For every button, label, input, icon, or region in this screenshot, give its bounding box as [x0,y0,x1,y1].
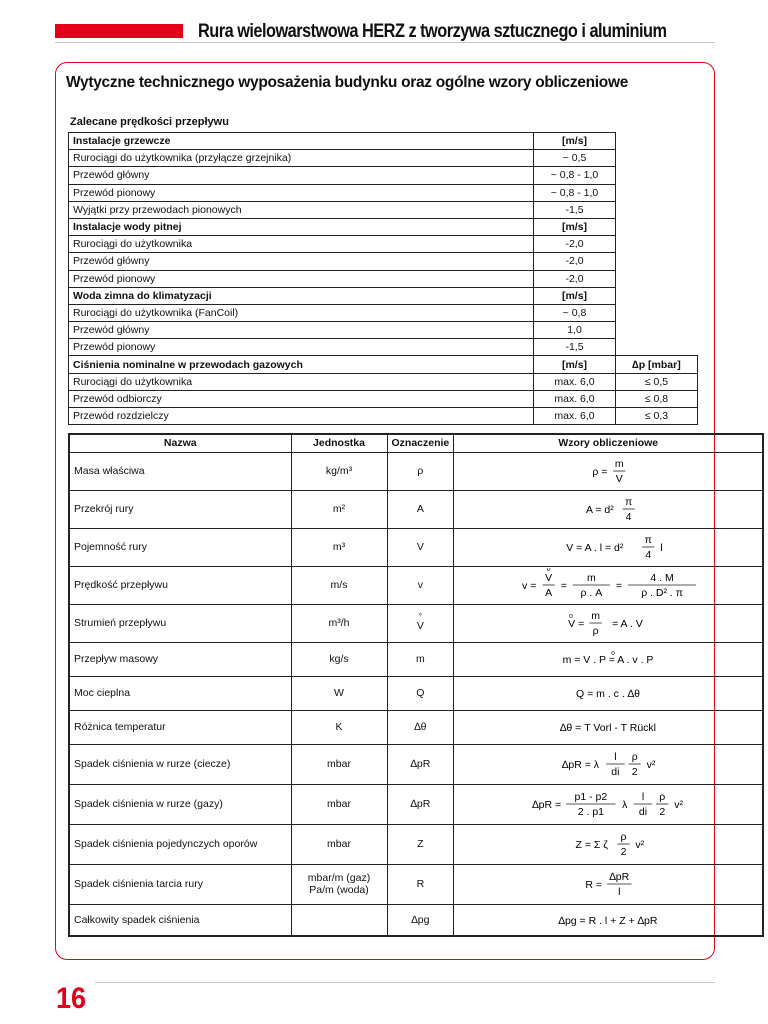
formula-text: V = [568,618,585,630]
table-row [69,864,763,904]
flow-dot-icon [570,615,573,618]
velocity-group-header [69,356,698,373]
velocity-name-cell: Przewód główny [69,167,534,184]
document-title: Rura wielowarstwowa HERZ z tworzywa sztucznego i aluminium [198,21,667,42]
formula-text: ∆pR = [532,799,562,811]
velocity-name-cell: Rurociągi do użytkownika [69,373,534,390]
formula-text: A = d² [586,504,615,516]
velocity-value-cell: [m/s] [534,218,616,235]
formula-symbol: v [417,579,424,591]
table-row [69,824,763,864]
velocity-name-cell: Wyjątki przy przewodach pionowych [69,201,534,218]
formula-text: R = [585,879,603,891]
formula-cell [454,490,764,528]
fraction-denominator: di [639,806,648,818]
formula-graphic [458,866,758,902]
column-header: Oznaczenie [387,434,454,452]
table-row [69,339,698,356]
formula-graphic [458,454,758,488]
formula-symbol-cell [387,604,454,642]
velocity-name-cell: Rurociągi do użytkownika [69,236,534,253]
formula-graphic [458,644,758,674]
formula-cell [454,566,764,604]
formula-symbol: Z [417,838,424,850]
velocity-name-cell: Rurociągi do użytkownika (przyłącze grzejnika) [69,150,534,167]
fraction-denominator: 2 [632,766,638,778]
formula-name-cell: Masa właściwa [69,452,291,490]
table-row [69,184,698,201]
table-row [69,566,763,604]
velocity-name-cell: Rurociągi do użytkownika (FanCoil) [69,304,534,321]
velocity-name-cell: Woda zimna do klimatyzacji [69,287,534,304]
formula-cell [454,904,764,936]
velocity-value-cell: -2,0 [534,253,616,270]
pressure-drop-cell: ∆p [mbar] [616,356,698,373]
formula-symbol: ∆pR [410,758,431,770]
formula-graphic [458,906,758,934]
formula-graphic [458,530,758,564]
fraction-denominator: ρ [592,625,599,637]
velocity-group-header [69,133,698,150]
formula-symbol-cell [387,676,454,710]
formula-text: ρ = [592,466,608,478]
formula-graphic [458,606,758,640]
formula-name-cell: Różnica temperatur [69,710,291,744]
formula-symbol: ∆θ [414,721,427,733]
velocity-value-cell: [m/s] [534,287,616,304]
velocity-value-cell: max. 6,0 [534,408,616,425]
section-title: Wytyczne technicznego wyposażenia budynku oraz ogólne wzory obliczeniowe [66,74,629,91]
formula-unit-cell: kg/m³ [291,452,387,490]
formula-name-cell: Całkowity spadek ciśnienia [69,904,291,936]
formula-cell [454,528,764,566]
formula-text: = [616,580,623,592]
formula-name-cell: Strumień przepływu [69,604,291,642]
velocity-name-cell: Instalacje grzewcze [69,133,534,150]
table-row [69,322,698,339]
fraction-denominator: 4 [645,549,652,561]
formula-symbol: V [416,620,424,632]
formula-symbol-cell [387,710,454,744]
velocity-value-cell: ~ 0,8 - 1,0 [534,184,616,201]
table-row [69,270,698,287]
formula-unit-cell: mbar/m (gaz) Pa/m (woda) [291,864,387,904]
column-header: Jednostka [291,434,387,452]
formula-cell [454,604,764,642]
formula-text: m = V . P = A . v . P [562,654,654,666]
velocity-value-cell: -2,0 [534,236,616,253]
brand-red-bar [55,24,183,38]
formula-symbol: Q [416,687,425,699]
formula-name-cell: Moc cieplna [69,676,291,710]
formula-cell [454,710,764,744]
page-number: 16 [56,982,87,1015]
formula-symbol-cell [387,864,454,904]
table-row [69,604,763,642]
velocity-group-header [69,218,698,235]
fraction-denominator: 2 . p1 [578,806,605,818]
formula-symbol: V [416,541,424,553]
velocity-name-cell: Przewód główny [69,322,534,339]
formula-name-cell: Pojemność rury [69,528,291,566]
velocity-name-cell: Przewód odbiorczy [69,390,534,407]
formula-symbol-cell [387,642,454,676]
formula-text: = A . V [612,618,644,630]
table-row [69,490,763,528]
formula-symbol: ∆pg [411,913,430,926]
formula-unit-cell: K [291,710,387,744]
table-row [69,253,698,270]
velocity-name-cell: Ciśnienia nominalne w przewodach gazowych [69,356,534,373]
fraction-denominator: 2 [659,806,666,818]
formula-unit-cell: m³/h [291,604,387,642]
velocity-value-cell: ~ 0,8 - 1,0 [534,167,616,184]
formula-symbol: m [416,653,425,665]
formula-graphic [458,492,758,526]
formula-symbol: ∆pR [410,798,431,810]
formula-text: Q = m . c . ∆θ [576,688,641,700]
formula-text: Z = Σ ζ [575,839,609,851]
fraction-denominator: ρ . A [580,587,603,599]
formula-text: v² [674,799,684,811]
fraction-numerator: ∆pR [609,871,630,883]
fraction-numerator: m [591,610,601,622]
fraction-numerator: m [615,458,624,470]
fraction-denominator: A [545,587,553,599]
table-row [69,710,763,744]
formula-symbol-cell [387,824,454,864]
formula-unit-cell: mbar [291,784,387,824]
footer-rule [95,982,715,983]
column-header: Nazwa [69,434,291,452]
fraction-denominator: di [611,766,620,778]
velocity-name-cell: Instalacje wody pitnej [69,218,534,235]
fraction-numerator: p1 - p2 [574,791,608,803]
formula-graphic [458,826,758,862]
formula-name-cell: Prędkość przepływu [69,566,291,604]
formula-unit-cell: m³ [291,528,387,566]
table-row [69,167,698,184]
formula-unit-cell: m² [291,490,387,528]
table-row [69,744,763,784]
velocity-value-cell: ~ 0,8 [534,304,616,321]
formula-cell [454,824,764,864]
table-row [69,452,763,490]
formula-unit-cell: kg/s [291,642,387,676]
velocity-value-cell: -1,5 [534,201,616,218]
formula-text: v² [646,759,656,771]
formula-symbol: ρ [417,465,424,477]
velocity-value-cell: max. 6,0 [534,373,616,390]
velocity-value-cell: ~ 0,5 [534,150,616,167]
pressure-drop-cell: ≤ 0,8 [616,390,698,407]
table-row [69,390,698,407]
formula-text: ∆pg = R . l + Z + ∆pR [558,914,658,927]
formula-cell [454,784,764,824]
table-row [69,150,698,167]
fraction-numerator: π [625,496,633,508]
velocity-value-cell: [m/s] [534,356,616,373]
table-row [69,236,698,253]
formula-name-cell: Przekrój rury [69,490,291,528]
formula-symbol-cell [387,744,454,784]
velocity-name-cell: Przewód pionowy [69,184,534,201]
velocity-value-cell: -2,0 [534,270,616,287]
fraction-numerator: l [642,791,645,803]
velocity-value-cell: max. 6,0 [534,390,616,407]
velocity-name-cell: Przewód pionowy [69,339,534,356]
velocity-value-cell: 1,0 [534,322,616,339]
pressure-drop-cell: ≤ 0,5 [616,373,698,390]
formula-symbol-cell [387,490,454,528]
formula-name-cell: Spadek ciśnienia tarcia rury [69,864,291,904]
velocity-name-cell: Przewód pionowy [69,270,534,287]
formula-symbol-cell [387,528,454,566]
table-row [69,304,698,321]
velocity-name-cell: Przewód główny [69,253,534,270]
table-row [69,784,763,824]
formula-symbol-cell [387,566,454,604]
fraction-numerator: π [644,534,653,546]
fraction-numerator: 4 . M [650,572,675,584]
table-row [69,201,698,218]
formula-text: ∆θ = T Vorl - T Rückl [560,722,657,734]
fraction-denominator: ρ . D² . π [641,587,684,599]
formula-graphic [458,786,758,822]
flow-dot-icon: ° [418,612,422,621]
fraction-numerator: ρ [620,831,627,843]
formula-text: v² [635,839,645,851]
formula-symbol-cell [387,904,454,936]
fraction-numerator: ρ [631,751,638,763]
formula-text: l [660,542,663,554]
formula-name-cell: Spadek ciśnienia w rurze (ciecze) [69,744,291,784]
velocity-value-cell: [m/s] [534,133,616,150]
formula-unit-cell: mbar [291,744,387,784]
formula-unit-cell [291,904,387,936]
formula-unit-cell: m/s [291,566,387,604]
fraction-numerator: l [614,751,617,763]
formula-name-cell: Przepływ masowy [69,642,291,676]
fraction-denominator: 4 [625,511,632,523]
table-row [69,676,763,710]
formula-unit-cell: W [291,676,387,710]
velocity-value-cell: -1,5 [534,339,616,356]
formula-table [68,433,764,937]
formula-text: V = A . l = d² [566,542,624,554]
fraction-denominator: 2 [620,846,627,858]
formula-cell [454,676,764,710]
formula-graphic [458,678,758,708]
pressure-drop-cell: ≤ 0,3 [616,408,698,425]
formula-cell [454,452,764,490]
fraction-numerator: ρ [659,791,666,803]
formula-cell [454,864,764,904]
table-row [69,528,763,566]
formula-symbol-cell [387,784,454,824]
velocity-section-label: Zalecane prędkości przepływu [70,116,229,128]
fraction-denominator: l [618,886,621,898]
table-row [69,408,698,425]
formula-graphic [458,568,758,602]
column-header: Wzory obliczeniowe [454,434,764,452]
formula-cell [454,744,764,784]
formula-graphic [458,712,758,742]
formula-cell [454,642,764,676]
table-row [69,373,698,390]
fraction-denominator: V [616,473,624,485]
table-row [69,642,763,676]
velocity-table [68,132,698,425]
formula-text: λ [622,799,628,811]
formula-graphic [458,746,758,782]
formula-unit-cell: mbar [291,824,387,864]
formula-name-cell: Spadek ciśnienia w rurze (gazy) [69,784,291,824]
table-row [69,904,763,936]
velocity-name-cell: Przewód rozdzielczy [69,408,534,425]
velocity-group-header [69,287,698,304]
flow-dot-icon [547,568,550,570]
fraction-numerator: V [545,572,553,584]
formula-text: v = [522,580,537,592]
formula-text: = [561,580,568,592]
formula-name-cell: Spadek ciśnienia pojedynczych oporów [69,824,291,864]
formula-symbol: A [416,503,424,515]
formula-text: ∆pR = λ [562,759,600,771]
formula-symbol: R [416,878,425,890]
fraction-numerator: m [587,572,597,584]
formula-symbol-cell [387,452,454,490]
